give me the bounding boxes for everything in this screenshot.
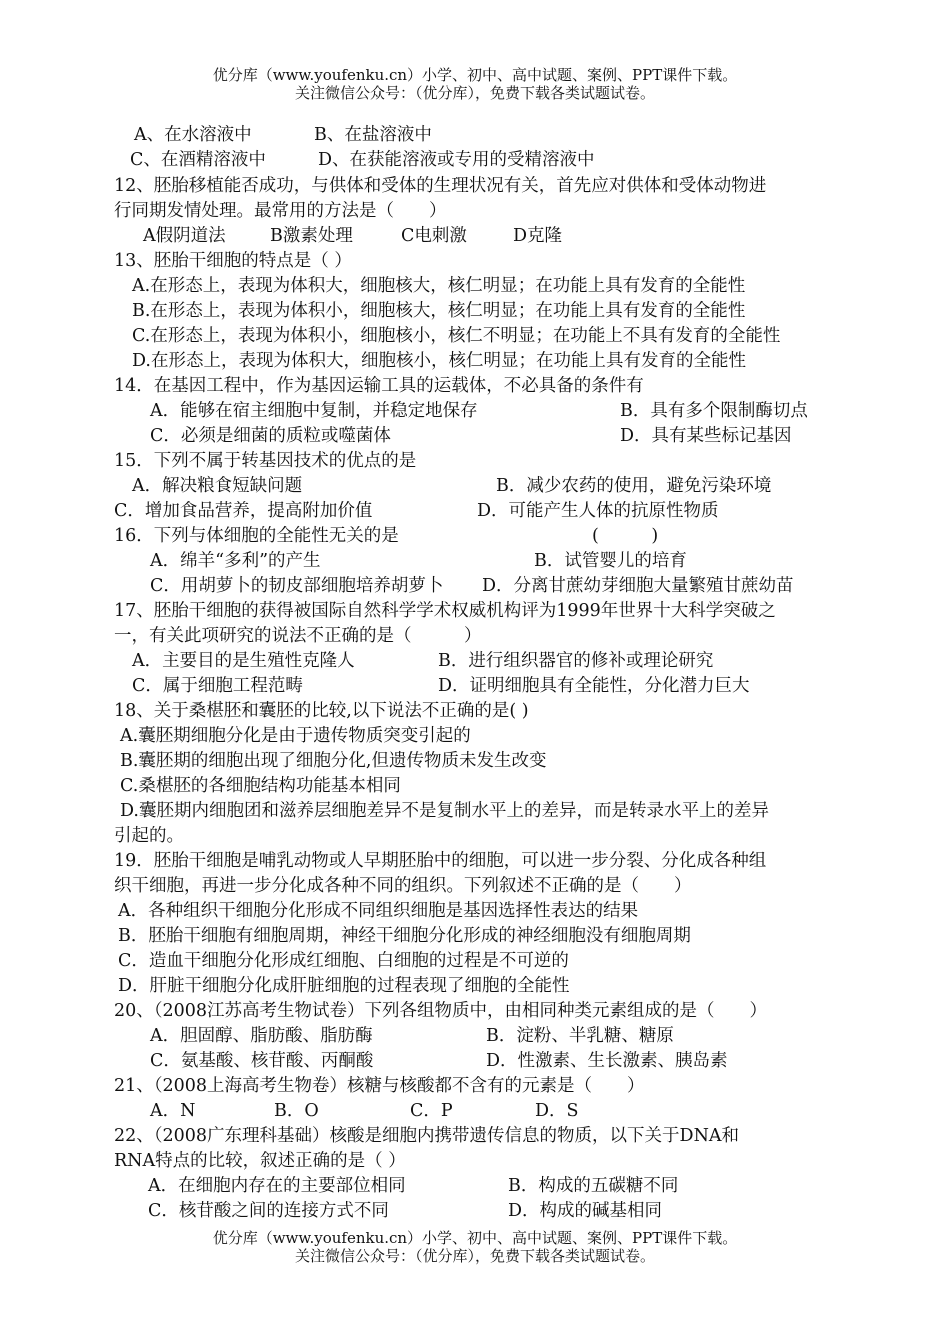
q12-option-a: A假阴道法: [143, 226, 226, 246]
q21-option-d: D．S: [535, 1101, 579, 1121]
q22-option-d: D．构成的碱基相同: [508, 1201, 663, 1221]
q21-stem: 21、（2008上海高考生物卷）核糖与核酸都不含有的元素是（ ）: [114, 1076, 645, 1096]
q20-stem: 20、（2008江苏高考生物试卷）下列各组物质中，由相同种类元素组成的是（ ）: [114, 1001, 768, 1021]
q12-stem-line-2: 行同期发情处理。最常用的方法是（ ）: [114, 201, 447, 221]
q19-stem-line-1: 19．胚胎干细胞是哺乳动物或人早期胚胎中的细胞，可以进一步分裂、分化成各种组: [114, 851, 767, 871]
q18-option-c: C.桑椹胚的各细胞结构功能基本相同: [120, 776, 401, 796]
q12-option-c: C电刺激: [401, 226, 467, 246]
q17-option-b: B．进行组织器官的修补或理论研究: [438, 651, 714, 671]
q17-stem-line-1: 17、胚胎干细胞的获得被国际自然科学学术权威机构评为1999年世界十大科学突破之: [114, 601, 776, 621]
q19-option-a: A．各种组织干细胞分化形成不同组织细胞是基因选择性表达的结果: [118, 901, 639, 921]
q22-option-b: B．构成的五碳糖不同: [508, 1176, 679, 1196]
q15-stem: 15．下列不属于转基因技术的优点的是: [114, 451, 417, 471]
q13-stem: 13、胚胎干细胞的特点是（ ）: [114, 251, 352, 271]
q16-option-a: A．绵羊“多利”的产生: [150, 551, 321, 571]
q13-option-c: C.在形态上，表现为体积小，细胞核小，核仁不明显；在功能上不具有发育的全能性: [132, 326, 781, 346]
q16-option-d: D．分离甘蔗幼芽细胞大量繁殖甘蔗幼苗: [482, 576, 794, 596]
q17-stem-line-2: 一，有关此项研究的说法不正确的是（ ）: [114, 626, 482, 646]
q22-option-a: A．在细胞内存在的主要部位相同: [148, 1176, 406, 1196]
q17-option-a: A．主要目的是生殖性克隆人: [132, 651, 355, 671]
footer-line-1: 优分库（www.youfenku.cn）小学、初中、高中试题、案例、PPT课件下载。: [212, 1229, 738, 1247]
q15-option-a: A．解决粮食短缺问题: [132, 476, 303, 496]
q22-option-c: C．核苷酸之间的连接方式不同: [148, 1201, 389, 1221]
q20-option-a: A．胆固醇、脂肪酸、脂肪酶: [150, 1026, 373, 1046]
q18-option-d-line-1: D.囊胚期内细胞团和滋养层细胞差异不是复制水平上的差异，而是转录水平上的差异: [120, 801, 769, 821]
q13-option-b: B.在形态上，表现为体积小，细胞核大，核仁明显；在功能上具有发育的全能性: [132, 301, 746, 321]
q22-stem-line-2: RNA特点的比较，叙述正确的是（ ）: [114, 1151, 406, 1171]
q16-option-c: C．用胡萝卜的韧皮部细胞培养胡萝卜: [150, 576, 444, 596]
q12-option-d: D克隆: [513, 226, 563, 246]
q18-option-a: A.囊胚期细胞分化是由于遗传物质突变引起的: [120, 726, 471, 746]
q12-option-b: B激素处理: [270, 226, 353, 246]
q13-option-a: A.在形态上，表现为体积大，细胞核大，核仁明显；在功能上具有发育的全能性: [132, 276, 746, 296]
q15-option-b: B．减少农药的使用，避免污染环境: [496, 476, 772, 496]
q14-option-a: A．能够在宿主细胞中复制，并稳定地保存: [150, 401, 478, 421]
q14-option-b: B．具有多个限制酶切点: [620, 401, 808, 421]
q22-stem-line-1: 22、（2008广东理科基础）核酸是细胞内携带遗传信息的物质，以下关于DNA和: [114, 1126, 740, 1146]
q18-option-b: B.囊胚期的细胞出现了细胞分化,但遗传物质未发生改变: [120, 751, 547, 771]
q21-option-a: A．N: [150, 1101, 196, 1121]
q18-stem: 18、关于桑椹胚和囊胚的比较,以下说法不正确的是( ): [114, 701, 529, 721]
q17-option-c: C．属于细胞工程范畴: [132, 676, 303, 696]
q21-option-c: C．P: [410, 1101, 453, 1121]
q15-option-d: D．可能产生人体的抗原性物质: [477, 501, 719, 521]
q11-option-a: A、在水溶液中: [134, 125, 252, 145]
q19-option-b: B．胚胎干细胞有细胞周期，神经干细胞分化形成的神经细胞没有细胞周期: [118, 926, 691, 946]
page-header: [0, 66, 950, 102]
q14-stem: 14．在基因工程中，作为基因运输工具的运载体，不必具备的条件有: [114, 376, 644, 396]
q20-option-b: B．淀粉、半乳糖、糖原: [486, 1026, 674, 1046]
q21-option-b: B．O: [274, 1101, 319, 1121]
q16-option-b: B．试管婴儿的培育: [534, 551, 687, 571]
page-footer: [0, 1229, 950, 1265]
q16-stem: 16．下列与体细胞的全能性无关的是: [114, 526, 399, 546]
header-line-2: 关注微信公众号：（优分库），免费下载各类试题试卷。: [294, 84, 655, 102]
q11-option-d: D、在获能溶液或专用的受精溶液中: [318, 150, 595, 170]
q14-option-d: D．具有某些标记基因: [620, 426, 792, 446]
q19-option-d: D．肝脏干细胞分化成肝脏细胞的过程表现了细胞的全能性: [118, 976, 570, 996]
q11-option-c: C、在酒精溶液中: [130, 150, 266, 170]
q13-option-d: D.在形态上，表现为体积大，细胞核小，核仁明显；在功能上具有发育的全能性: [132, 351, 746, 371]
q12-stem-line-1: 12、胚胎移植能否成功，与供体和受体的生理状况有关，首先应对供体和受体动物进: [114, 176, 767, 196]
footer-line-2: 关注微信公众号：（优分库），免费下载各类试题试卷。: [294, 1247, 655, 1265]
q20-option-d: D．性激素、生长激素、胰岛素: [486, 1051, 728, 1071]
q20-option-c: C．氨基酸、核苷酸、丙酮酸: [150, 1051, 374, 1071]
q17-option-d: D．证明细胞具有全能性，分化潜力巨大: [438, 676, 750, 696]
q14-option-c: C．必须是细菌的质粒或噬菌体: [150, 426, 391, 446]
q19-stem-line-2: 织干细胞，再进一步分化成各种不同的组织。下列叙述不正确的是（ ）: [114, 876, 692, 896]
q19-option-c: C．造血干细胞分化形成红细胞、白细胞的过程是不可逆的: [118, 951, 569, 971]
header-line-1: 优分库（www.youfenku.cn）小学、初中、高中试题、案例、PPT课件下载。: [212, 66, 738, 84]
q11-option-b: B、在盐溶液中: [314, 125, 432, 145]
q15-option-c: C．增加食品营养，提高附加价值: [114, 501, 373, 521]
q18-option-d-line-2: 引起的。: [114, 826, 184, 846]
q16-answer-paren: ( ): [592, 526, 659, 546]
